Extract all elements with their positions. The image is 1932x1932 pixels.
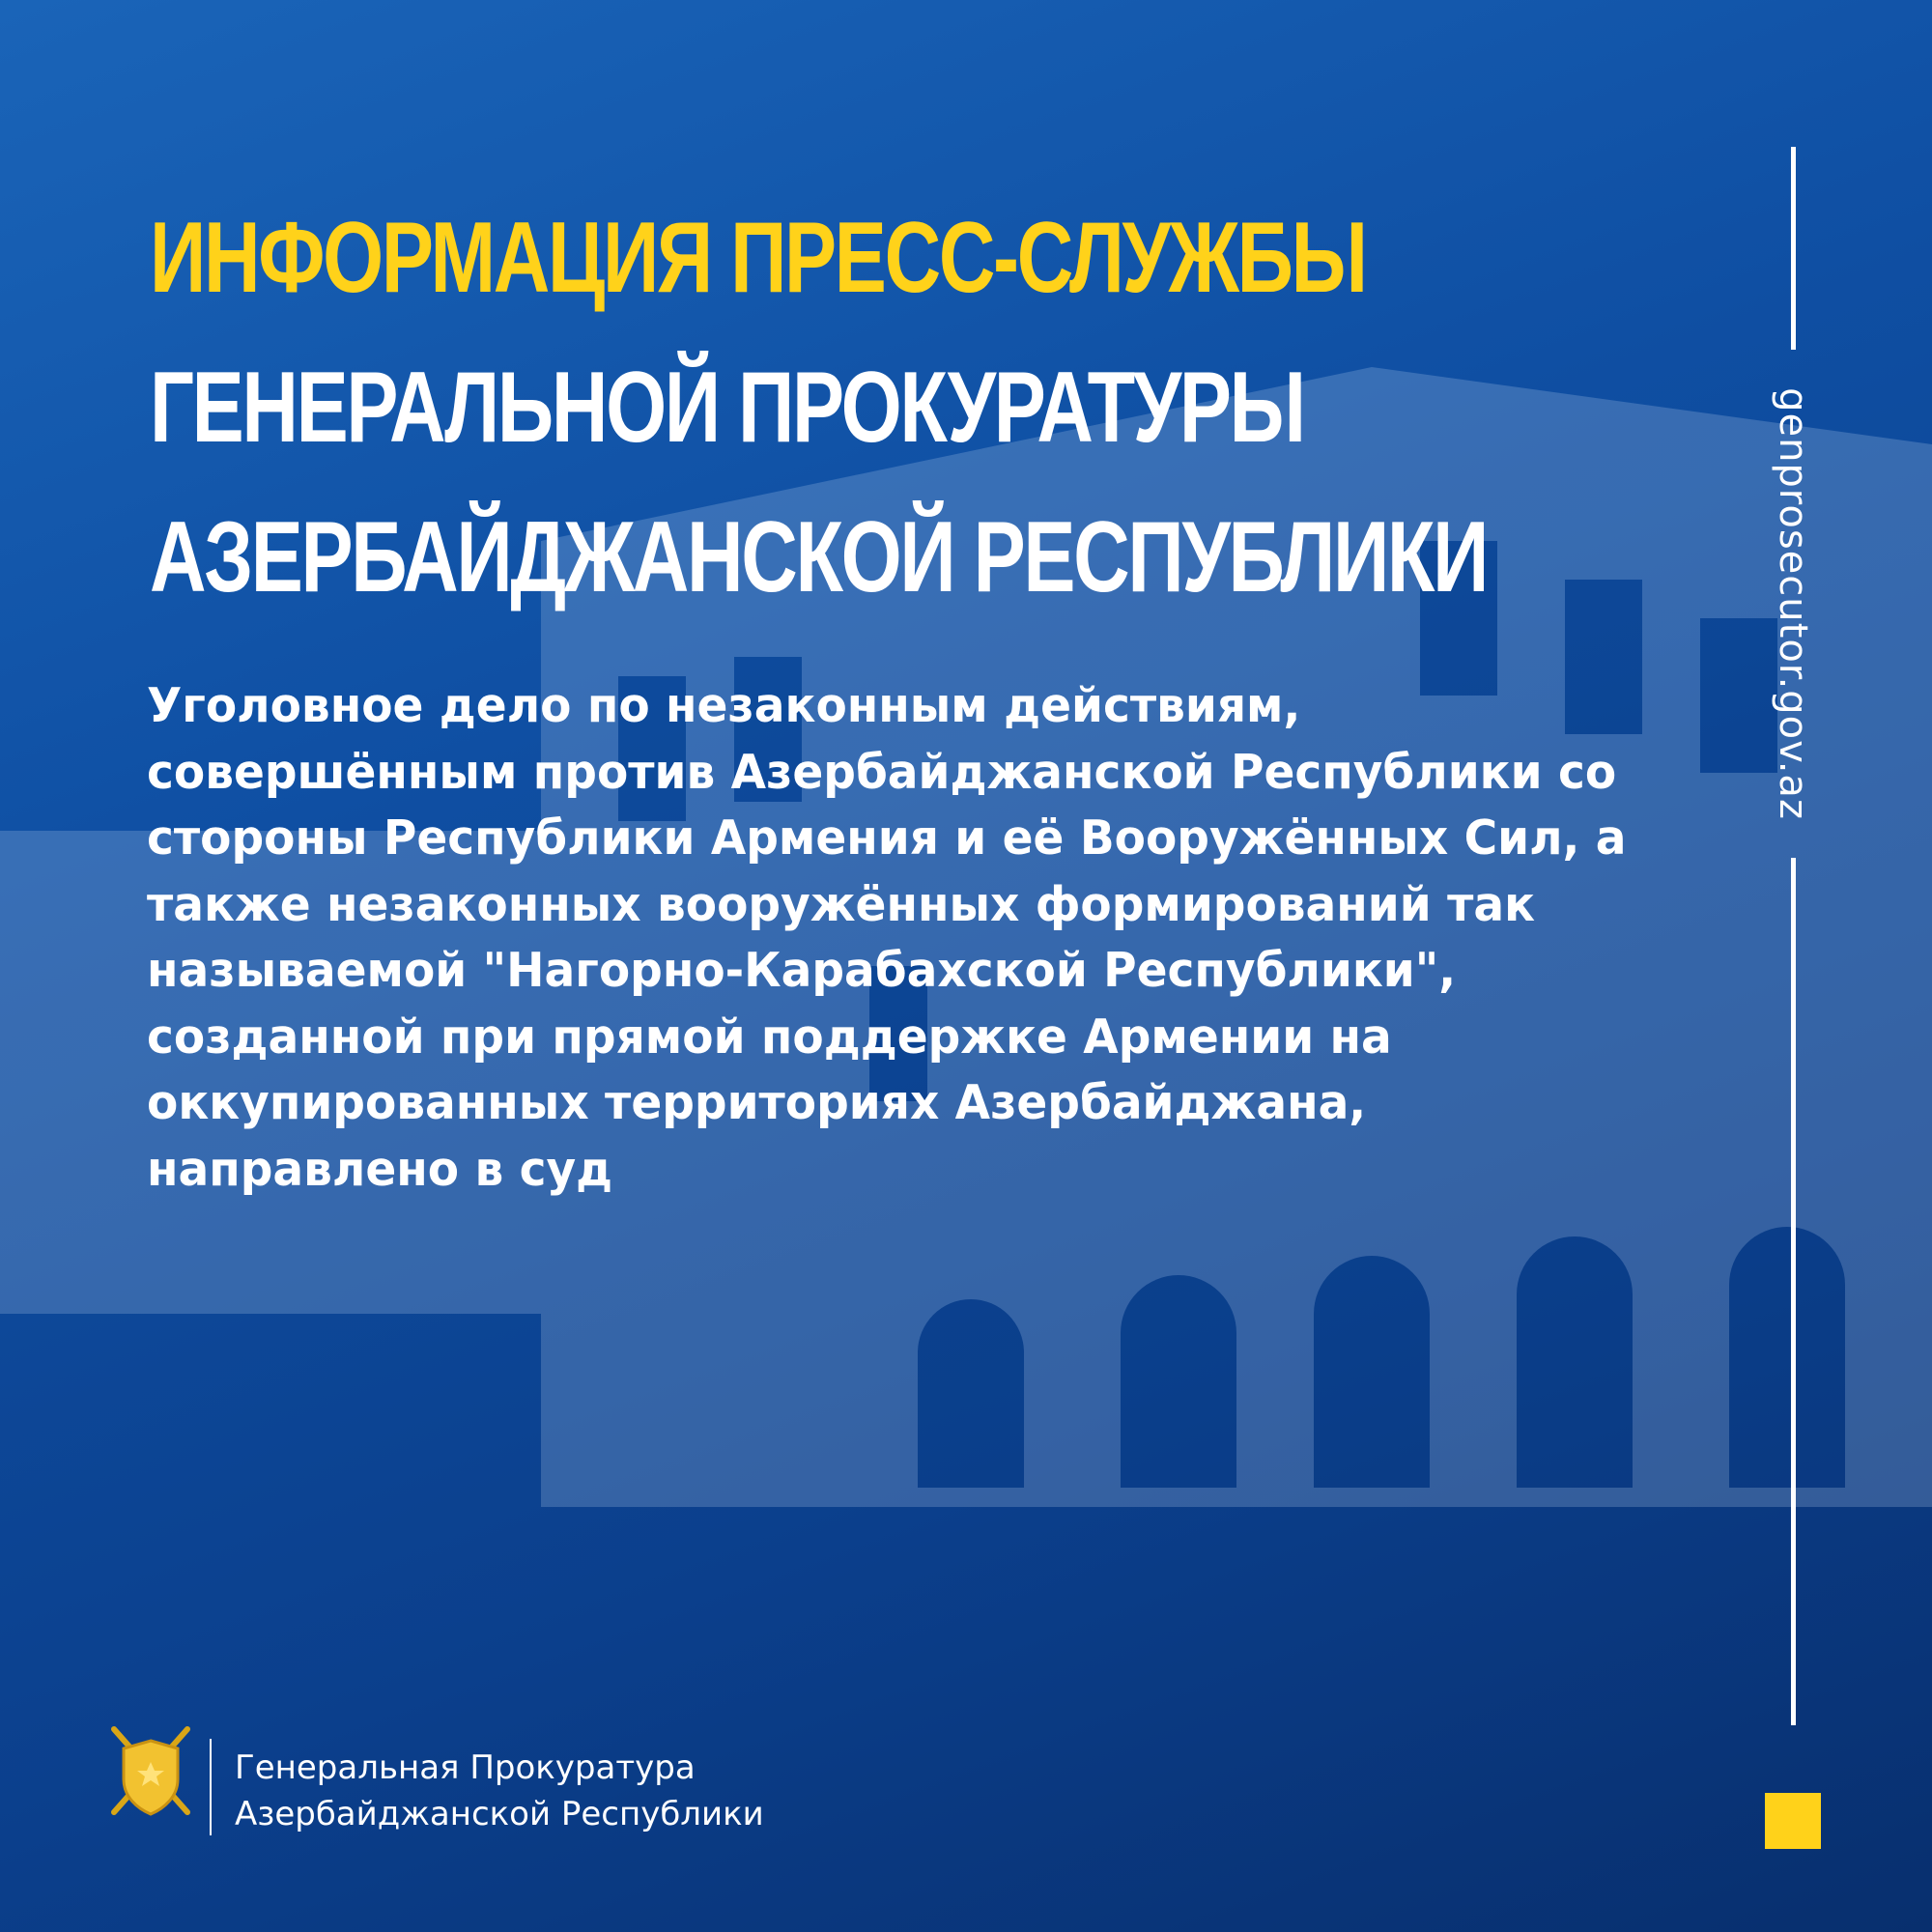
website-url-text: genprosecutor.gov.az: [1771, 387, 1815, 820]
footer-line-1: Генеральная Прокуратура: [235, 1748, 696, 1787]
footer-divider: [210, 1739, 212, 1835]
title-line-2: ГЕНЕРАЛЬНОЙ ПРОКУРАТУРЫ: [150, 352, 1304, 464]
title-line-3: АЗЕРБАЙДЖАНСКОЙ РЕСПУБЛИКИ: [150, 501, 1488, 613]
footer-line-2: Азербайджанской Республики: [235, 1795, 764, 1833]
footer-organization: [235, 1745, 764, 1837]
yellow-square-accent: [1765, 1793, 1821, 1849]
title-line-1: ИНФОРМАЦИЯ ПРЕСС-СЛУЖБЫ: [150, 202, 1366, 314]
body-text: Уголовное дело по незаконным действиям, совершённым против Азербайджанской Республики со стороны Республики Армения и её Вооружённых Сил, а также незаконных вооружённых формирований так называемой "Нагорно-Карабахской Республики", созданной при прямой поддержке Армении на оккупированных территориях Азербайджана, направлено в суд: [147, 678, 1627, 1197]
vertical-divider-bottom: [1791, 858, 1796, 1725]
prosecutor-emblem-icon: [100, 1723, 201, 1820]
vertical-divider-top: [1791, 147, 1796, 350]
